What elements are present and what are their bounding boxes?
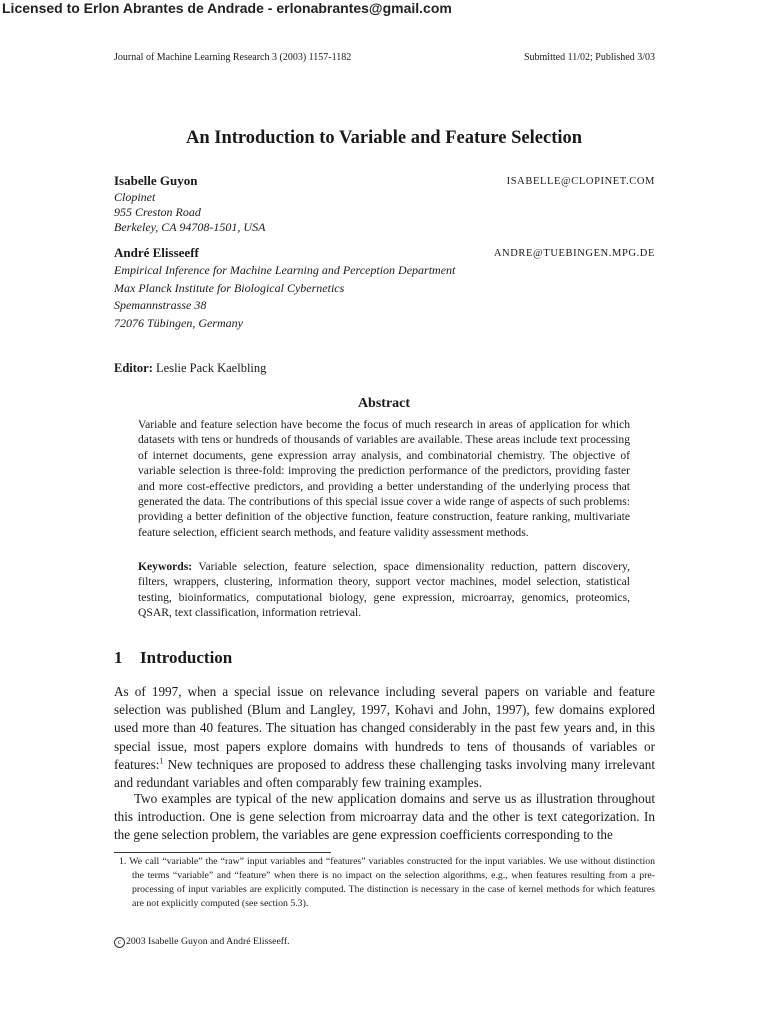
copyright-text: 2003 Isabelle Guyon and André Elisseeff. (126, 936, 290, 947)
keywords (138, 559, 630, 621)
section-title: Introduction (140, 648, 233, 667)
author-affiliation-2 (114, 262, 455, 332)
license-banner: Licensed to Erlon Abrantes de Andrade - erlonabrantes@gmail.com (2, 0, 452, 16)
copyright-notice (114, 936, 290, 948)
affiliation-line: Spemannstrasse 38 (114, 298, 207, 312)
footnote (119, 855, 655, 911)
author-name-1: Isabelle Guyon (114, 173, 198, 188)
keywords-list: Variable selection, feature selection, space dimensionality reduction, pattern discovery, filters, wrappers, clustering, information theory, support vector machines, model selection, statistical testing, bioinformatics, computational biology, gene expression, microarray, genomics, proteomics, QSAR, text classification, information retrieval. (138, 560, 630, 620)
affiliation-line: Berkeley, CA 94708-1501, USA (114, 220, 266, 234)
paper-title: An Introduction to Variable and Feature Selection (185, 128, 583, 148)
section-heading (114, 648, 232, 668)
journal-header: Journal of Machine Learning Research 3 (2003) 1157-1182 (114, 52, 352, 63)
paragraph (114, 683, 655, 792)
section-number: 1 (114, 648, 123, 667)
affiliation-line: Clopinet (114, 190, 156, 204)
abstract-text: Variable and feature selection have become the focus of much research in areas of application for which datasets with tens or hundreds of thousands of variables are available. These areas include text processing of internet documents, gene expression array analysis, and combinatorial chemistry. The objective of variable selection is three-fold: improving the prediction performance of the predictors, providing faster and more cost-effective predictors, and providing a better understanding of the underlying process that generated the data. The contributions of this special issue cover a wide range of aspects of such problems: providing a better definition of the objective function, feature construction, feature ranking, multivariate feature selection, efficient search methods, and feature validity assessment methods. (138, 418, 630, 539)
abstract-heading: Abstract (357, 396, 411, 411)
footnote-marker[interactable]: 1 (159, 756, 164, 766)
affiliation-line: Max Planck Institute for Biological Cybernetics (114, 280, 345, 295)
affiliation-line: 72076 Tübingen, Germany (114, 315, 243, 330)
author-affiliation-1 (114, 190, 265, 235)
author-email-2: ANDRE@TUEBINGEN.MPG.DE (493, 248, 655, 259)
paragraph-text: As of 1997, when a special issue on relevance including several papers on variable and feature selection was published (Blum and Langley, 1997, Kohavi and John, 1997), few domains explored used more than 40 features. The situation has changed considerably in the past few years and, in this special issue, most papers explore domains with hundreds to tens of thousands of variables or features: (114, 684, 655, 772)
affiliation-line: 955 Creston Road (114, 205, 201, 219)
affiliation-line: Empirical Inference for Machine Learning and Perception Department (114, 263, 456, 277)
copyright-symbol: c (114, 937, 125, 948)
footnote-rule (114, 852, 331, 853)
author-name-2: André Elisseeff (114, 245, 199, 260)
editor-line (114, 361, 266, 376)
keywords-label: Keywords: (138, 560, 193, 573)
footnote-text: 1. We call “variable” the “raw” input variables and “features” variables constructed for the input variables. We use without distinction the terms “variable” and “feature” when there is no impact on the selection algorithms, e.g., when features resulting from a pre-processing of input variables are explicitly computed. The distinction is necessary in the case of kernel methods for which features are not explicitly computed (see section 5.3). (119, 856, 655, 909)
paragraph: Two examples are typical of the new application domains and serve us as illustration throughout this introduction. One is gene selection from microarray data and the other is text categorization. In the gene selection problem, the variables are gene expression coefficients corresponding to the (114, 791, 655, 843)
submission-dates: Submitted 11/02; Published 3/03 (523, 52, 655, 63)
editor-name: Leslie Pack Kaelbling (152, 361, 267, 375)
editor-label: Editor: (114, 361, 153, 375)
author-email-1: ISABELLE@CLOPINET.COM (506, 176, 655, 187)
paragraph-text: New techniques are proposed to address these challenging tasks involving many irrelevant and redundant variables and often comparably few training examples. (114, 756, 655, 791)
